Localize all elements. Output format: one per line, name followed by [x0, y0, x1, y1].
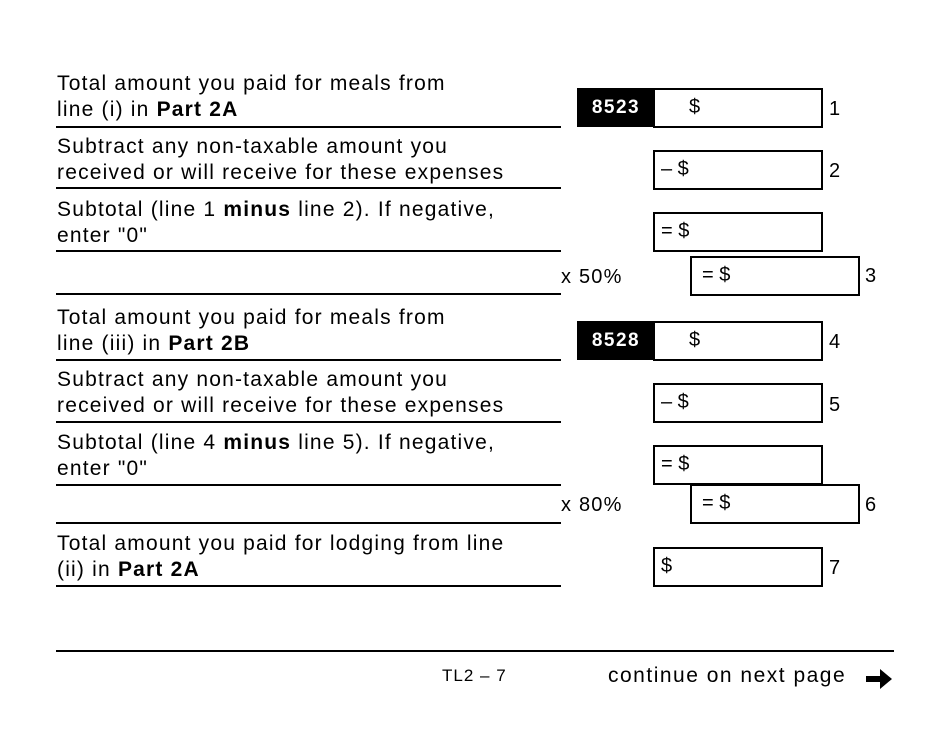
subtotal-2-equals-dollar: = $	[661, 453, 690, 475]
line-4-label-text-2	[57, 331, 446, 357]
line-1-rule	[56, 126, 561, 128]
line-7-dollar-sign: $	[661, 555, 673, 577]
line-7-label-text-2	[57, 557, 504, 583]
line-6-rule	[56, 522, 561, 524]
line-6-equals-dollar: = $	[702, 492, 731, 514]
subtotal-1-text-a: Subtotal (line 1	[57, 198, 224, 221]
subtotal-1-label-text-1	[57, 197, 495, 223]
line-7-rule	[56, 585, 561, 587]
subtotal-1-minus: minus	[223, 198, 292, 221]
line-4-amount-field[interactable]	[653, 321, 823, 361]
line-5-minus-dollar: – $	[661, 391, 689, 413]
line-3-number: 3	[865, 265, 877, 287]
line-4-ref-text: line (iii) in	[57, 332, 169, 355]
multiplier-80: x 80%	[561, 494, 623, 516]
line-1-ref-text: line (i) in	[57, 98, 157, 121]
subtotal-2-text-c: line 5). If negative,	[291, 431, 496, 454]
subtotal-1-text-c: line 2). If negative,	[291, 198, 496, 221]
subtotal-2-label-text-1	[57, 430, 495, 456]
arrow-right-icon	[864, 666, 894, 692]
line-3-equals-dollar: = $	[702, 264, 731, 286]
line-4-part-ref: Part 2B	[168, 332, 251, 355]
line-5-label	[57, 367, 504, 419]
line-4-label-text-1: Total amount you paid for meals from	[57, 306, 446, 329]
line-2-label-text-1: Subtract any non-taxable amount you	[57, 135, 449, 158]
subtotal-2-amount-field[interactable]	[653, 445, 823, 485]
line-7-amount-field[interactable]	[653, 547, 823, 587]
line-4-dollar-sign: $	[689, 329, 701, 351]
line-1-number: 1	[829, 98, 841, 120]
subtotal-2-label-text-2: enter "0"	[57, 457, 149, 480]
subtotal-1-amount-field[interactable]	[653, 212, 823, 252]
code-8523-label: 8523	[577, 88, 655, 127]
line-4-label	[57, 305, 446, 357]
line-5-number: 5	[829, 394, 841, 416]
subtotal-2-rule	[56, 484, 561, 486]
line-5-amount-field[interactable]	[653, 383, 823, 423]
line-6-amount-field[interactable]	[690, 484, 860, 524]
code-8528-label: 8528	[577, 321, 655, 360]
form-page-code: TL2 – 7	[442, 666, 507, 685]
multiplier-50: x 50%	[561, 266, 623, 288]
subtotal-1-equals-dollar: = $	[661, 220, 690, 242]
line-5-label-text-2: received or will receive for these expenses	[57, 394, 505, 417]
line-3-amount-field[interactable]	[690, 256, 860, 296]
line-7-label	[57, 531, 504, 583]
footer-rule	[56, 650, 894, 652]
line-7-ref-text: (ii) in	[57, 558, 118, 581]
subtotal-1-label-text-2: enter "0"	[57, 224, 149, 247]
subtotal-2-minus: minus	[223, 431, 292, 454]
line-3-rule	[56, 293, 561, 295]
line-5-label-text-1: Subtract any non-taxable amount you	[57, 368, 449, 391]
line-2-label	[57, 134, 504, 186]
line-2-rule	[56, 187, 561, 189]
line-1-label-text-2	[57, 97, 446, 123]
line-1-label	[57, 71, 446, 123]
line-2-label-text-2: received or will receive for these expenses	[57, 161, 505, 184]
subtotal-1-label	[57, 197, 495, 249]
line-7-label-text-1: Total amount you paid for lodging from line	[57, 532, 505, 555]
subtotal-2-text-a: Subtotal (line 4	[57, 431, 224, 454]
line-2-minus-dollar: – $	[661, 158, 689, 180]
line-7-part-ref: Part 2A	[117, 558, 200, 581]
line-7-number: 7	[829, 557, 841, 579]
line-2-amount-field[interactable]	[653, 150, 823, 190]
line-1-amount-field[interactable]	[653, 88, 823, 128]
line-4-number: 4	[829, 331, 841, 353]
line-6-number: 6	[865, 494, 877, 516]
line-1-dollar-sign: $	[689, 96, 701, 118]
line-1-part-ref: Part 2A	[156, 98, 239, 121]
subtotal-1-rule	[56, 250, 561, 252]
subtotal-2-label	[57, 430, 495, 482]
line-2-number: 2	[829, 160, 841, 182]
line-5-rule	[56, 421, 561, 423]
line-1-label-text-1: Total amount you paid for meals from	[57, 72, 446, 95]
continue-on-next-page-text: continue on next page	[608, 664, 847, 687]
line-4-rule	[56, 359, 561, 361]
